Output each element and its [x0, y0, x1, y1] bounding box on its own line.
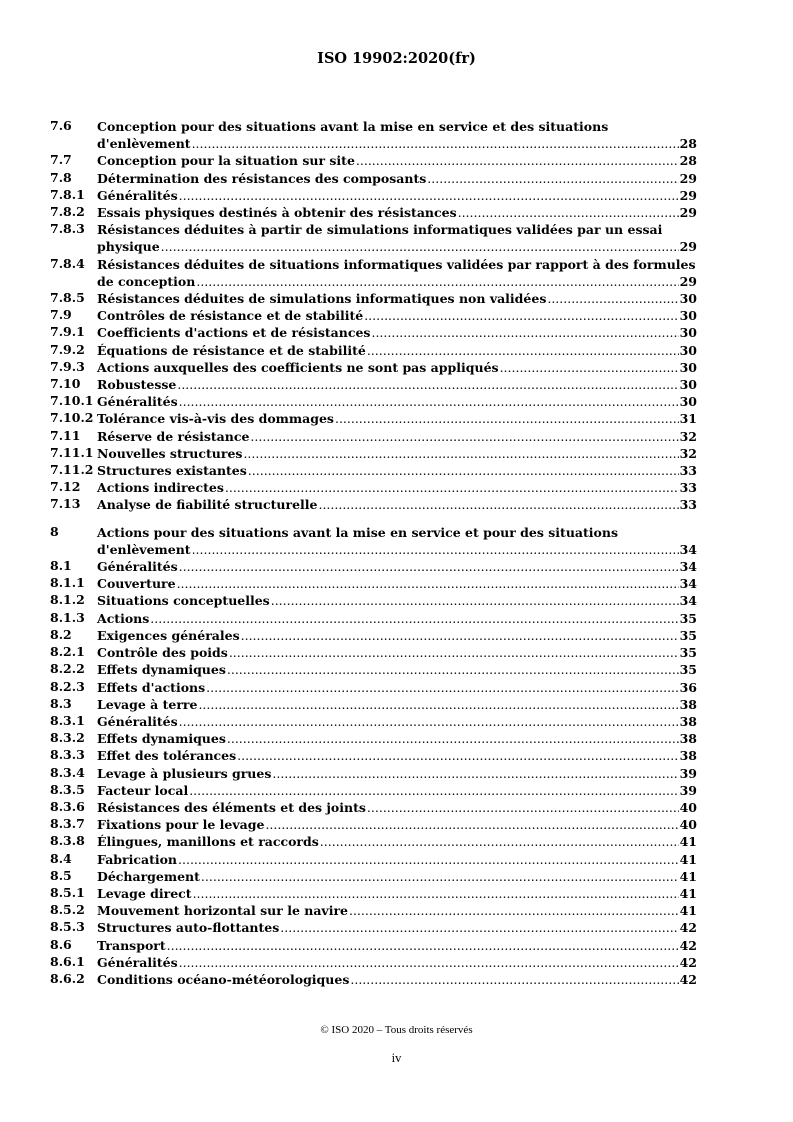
toc-entry-number: 8.5	[50, 867, 72, 883]
dot-leader	[198, 696, 678, 713]
toc-entry-title: Exigences générales	[97, 627, 240, 643]
toc-entry-page: 28	[679, 153, 697, 169]
dot-leader	[547, 290, 678, 307]
toc-entry[interactable]	[50, 747, 697, 764]
dot-leader	[364, 307, 678, 324]
dot-leader	[179, 393, 679, 410]
toc-entry-number: 7.9.2	[50, 341, 85, 357]
toc-entry[interactable]	[50, 661, 697, 678]
toc-entry-page: 34	[679, 541, 697, 557]
toc-entry-number: 8.2	[50, 626, 72, 642]
dot-leader	[280, 919, 678, 936]
toc-entry[interactable]	[50, 954, 697, 971]
toc-entry[interactable]	[50, 410, 697, 427]
dot-leader	[179, 558, 679, 575]
table-of-contents	[50, 118, 697, 988]
toc-entry-title: Généralités	[97, 187, 178, 203]
toc-entry-title: Actions	[97, 610, 150, 626]
toc-entry-page: 29	[679, 273, 697, 289]
toc-entry-number: 8.3	[50, 695, 72, 711]
toc-entry-title: Tolérance vis-à-vis des dommages	[97, 411, 334, 427]
dot-leader	[371, 324, 678, 341]
toc-entry-title: d'enlèvement	[97, 541, 191, 557]
toc-entry-title: Fabrication	[97, 851, 178, 867]
toc-entry-number: 8.2.1	[50, 644, 85, 660]
toc-entry-title: Mouvement horizontal sur le navire	[97, 903, 348, 919]
toc-entry-page: 41	[679, 885, 697, 901]
toc-entry-page: 42	[679, 937, 697, 953]
toc-entry-title: Actions auxquelles des coefficients ne sont pas appliqués	[97, 359, 499, 375]
toc-entry-number: 7.8.4	[50, 255, 85, 271]
toc-entry[interactable]	[50, 462, 697, 479]
toc-entry[interactable]	[50, 393, 697, 410]
toc-entry[interactable]	[50, 170, 697, 187]
toc-entry-page: 29	[679, 239, 697, 255]
toc-entry-page: 31	[679, 411, 697, 427]
toc-entry-page: 40	[679, 817, 697, 833]
toc-entry-page: 29	[679, 205, 697, 221]
toc-entry[interactable]	[50, 445, 697, 462]
dot-leader	[265, 816, 678, 833]
document-header	[0, 50, 793, 67]
toc-entry-page: 42	[679, 920, 697, 936]
toc-entry-number: 7.11.1	[50, 444, 94, 460]
dot-leader	[193, 885, 679, 902]
dot-leader	[161, 238, 679, 255]
toc-entry-page: 41	[679, 903, 697, 919]
toc-entry[interactable]	[50, 713, 697, 730]
dot-leader	[177, 376, 678, 393]
toc-entry-number: 7.12	[50, 479, 81, 495]
toc-entry-page: 34	[679, 559, 697, 575]
toc-entry[interactable]	[50, 359, 697, 376]
dot-leader	[335, 410, 679, 427]
toc-entry-number: 8.2.3	[50, 678, 85, 694]
toc-entry-number: 8	[50, 523, 59, 539]
dot-leader	[320, 833, 679, 850]
toc-entry-page: 30	[679, 325, 697, 341]
toc-entry-page: 35	[679, 610, 697, 626]
dot-leader	[192, 541, 679, 558]
toc-entry-title: Levage direct	[97, 885, 192, 901]
toc-entry-title: Généralités	[97, 713, 178, 729]
toc-entry[interactable]	[50, 479, 697, 496]
dot-leader	[178, 851, 679, 868]
toc-entry-title: Généralités	[97, 559, 178, 575]
toc-entry-page: 39	[679, 782, 697, 798]
document-title: ISO 19902:2020(fr)	[317, 50, 476, 67]
toc-entry[interactable]	[50, 851, 697, 868]
toc-entry-number: 8.3.6	[50, 798, 85, 814]
dot-leader	[179, 713, 679, 730]
dot-leader	[225, 479, 679, 496]
toc-entry-page: 30	[679, 377, 697, 393]
toc-entry-title: Contrôles de résistance et de stabilité	[97, 308, 364, 324]
toc-entry-number: 8.3.3	[50, 747, 85, 763]
dot-leader	[350, 971, 678, 988]
toc-entry-number: 7.8.3	[50, 221, 85, 237]
toc-entry-title: Réserve de résistance	[97, 428, 250, 444]
toc-entry-title: Déchargement	[97, 868, 200, 884]
toc-entry-number: 8.1.3	[50, 609, 85, 625]
toc-entry-number: 7.8.2	[50, 204, 85, 220]
toc-entry-page: 35	[679, 645, 697, 661]
toc-entry-page: 29	[679, 187, 697, 203]
toc-entry-page: 41	[679, 851, 697, 867]
toc-entry-number: 7.9	[50, 307, 72, 323]
toc-entry-number: 8.6.1	[50, 953, 85, 969]
dot-leader	[201, 868, 679, 885]
toc-entry-page: 36	[679, 679, 697, 695]
toc-entry-number: 8.3.5	[50, 781, 85, 797]
toc-entry-title: Détermination des résistances des composants	[97, 170, 427, 186]
toc-entry-page: 28	[679, 136, 697, 152]
toc-entry-page: 29	[679, 170, 697, 186]
toc-entry-title: Effet des tolérances	[97, 748, 237, 764]
toc-entry[interactable]	[50, 496, 697, 513]
toc-entry-number: 7.11	[50, 427, 81, 443]
dot-leader	[227, 661, 679, 678]
toc-entry-number: 7.7	[50, 152, 72, 168]
toc-entry-title: Robustesse	[97, 377, 177, 393]
toc-entry-number: 8.1.1	[50, 575, 85, 591]
toc-entry[interactable]	[50, 833, 697, 850]
dot-leader	[241, 627, 679, 644]
dot-leader	[167, 937, 679, 954]
toc-entry[interactable]	[50, 204, 697, 221]
toc-entry-number: 7.8.5	[50, 290, 85, 306]
toc-entry[interactable]	[50, 627, 697, 644]
toc-entry-title: Résistances des éléments et des joints	[97, 799, 366, 815]
toc-entry-number: 7.13	[50, 496, 81, 512]
toc-entry-number: 7.10.1	[50, 393, 94, 409]
copyright-footer: © ISO 2020 – Tous droits réservés	[320, 1024, 473, 1036]
toc-entry-title: Levage à terre	[97, 696, 198, 712]
toc-entry-number: 7.9.3	[50, 358, 85, 374]
toc-entry-page: 34	[679, 593, 697, 609]
toc-entry-title: Résistances déduites à partir de simulations informatiques validées par un essai	[97, 222, 663, 238]
toc-entry-title: Levage à plusieurs grues	[97, 765, 272, 781]
toc-entry[interactable]	[50, 610, 697, 627]
toc-entry-page: 42	[679, 971, 697, 987]
toc-entry[interactable]	[50, 885, 697, 902]
toc-entry[interactable]	[50, 428, 697, 445]
toc-entry[interactable]	[50, 592, 697, 609]
toc-entry-title: Conception pour la situation sur site	[97, 153, 355, 169]
toc-entry-title: Contrôle des poids	[97, 645, 228, 661]
dot-leader	[196, 273, 678, 290]
toc-entry-page: 30	[679, 359, 697, 375]
toc-entry-number: 7.9.1	[50, 324, 85, 340]
toc-entry-title: physique	[97, 239, 160, 255]
dot-leader	[248, 462, 679, 479]
toc-entry-title: Coefficients d'actions et de résistances	[97, 325, 371, 341]
toc-entry[interactable]	[50, 782, 697, 799]
toc-entry-number: 7.10	[50, 376, 81, 392]
toc-entry[interactable]	[50, 342, 697, 359]
toc-entry-page: 35	[679, 627, 697, 643]
toc-entry-number: 8.3.1	[50, 712, 85, 728]
toc-entry-number: 8.4	[50, 850, 72, 866]
toc-entry[interactable]	[50, 902, 697, 919]
toc-entry-page: 33	[679, 463, 697, 479]
dot-leader	[367, 342, 679, 359]
toc-entry[interactable]	[50, 937, 697, 954]
dot-leader	[250, 428, 678, 445]
page-number: iv	[391, 1051, 402, 1065]
toc-entry-number: 8.3.4	[50, 764, 85, 780]
toc-entry-title: Élingues, manillons et raccords	[97, 834, 319, 850]
toc-entry-title: Nouvelles structures	[97, 445, 243, 461]
toc-entry-number: 7.11.2	[50, 462, 94, 478]
toc-entry[interactable]	[50, 799, 697, 816]
toc-entry[interactable]	[50, 324, 697, 341]
toc-entry[interactable]	[50, 971, 697, 988]
toc-entry-page: 38	[679, 696, 697, 712]
toc-entry-title: Facteur local	[97, 782, 189, 798]
dot-leader	[367, 799, 679, 816]
toc-entry-number: 7.10.2	[50, 410, 94, 426]
toc-entry-title: Effets d'actions	[97, 679, 206, 695]
dot-leader	[500, 359, 679, 376]
toc-entry-title: Conception pour des situations avant la mise en service et des situations	[97, 119, 609, 134]
dot-leader	[272, 765, 678, 782]
toc-entry[interactable]	[50, 730, 697, 747]
dot-leader	[271, 592, 679, 609]
toc-entry-title: Situations conceptuelles	[97, 593, 270, 609]
toc-entry-page: 38	[679, 713, 697, 729]
toc-entry[interactable]	[50, 679, 697, 696]
toc-entry-page: 33	[679, 497, 697, 513]
toc-entry-title: Équations de résistance et de stabilité	[97, 342, 366, 358]
toc-entry-number: 8.6	[50, 936, 72, 952]
toc-entry-number: 7.8	[50, 169, 72, 185]
toc-entry[interactable]	[50, 919, 697, 936]
dot-leader	[458, 204, 679, 221]
toc-entry-title: Analyse de fiabilité structurelle	[97, 497, 318, 513]
toc-entry-page: 30	[679, 394, 697, 410]
toc-entry-title: Résistances déduites de simulations informatiques non validées	[97, 291, 547, 307]
dot-leader	[177, 575, 679, 592]
toc-entry-number: 8.3.2	[50, 730, 85, 746]
dot-leader	[356, 152, 679, 169]
toc-entry-page: 39	[679, 765, 697, 781]
toc-entry-number: 8.2.2	[50, 661, 85, 677]
toc-entry-title: Effets dynamiques	[97, 662, 226, 678]
toc-entry-title: Effets dynamiques	[97, 731, 226, 747]
toc-entry-page: 30	[679, 308, 697, 324]
toc-entry[interactable]	[50, 816, 697, 833]
toc-entry-title: d'enlèvement	[97, 136, 191, 152]
toc-entry[interactable]	[50, 307, 697, 324]
toc-entry-title: de conception	[97, 273, 196, 289]
toc-entry-page: 42	[679, 954, 697, 970]
toc-entry-number: 8.1.2	[50, 592, 85, 608]
toc-entry-number: 8.6.2	[50, 970, 85, 986]
toc-entry-page: 38	[679, 731, 697, 747]
toc-entry[interactable]	[50, 644, 697, 661]
toc-entry-title: Actions indirectes	[97, 480, 224, 496]
toc-entry-title: Fixations pour le levage	[97, 817, 265, 833]
toc-entry[interactable]	[50, 765, 697, 782]
toc-entry-title: Généralités	[97, 954, 178, 970]
toc-entry-title: Généralités	[97, 394, 178, 410]
toc-entry-page: 30	[679, 291, 697, 307]
toc-entry[interactable]	[50, 376, 697, 393]
toc-entry-page: 41	[679, 868, 697, 884]
toc-entry-title: Structures auto-flottantes	[97, 920, 280, 936]
toc-entry[interactable]	[50, 558, 697, 575]
toc-entry-page: 34	[679, 576, 697, 592]
toc-entry-number: 8.5.2	[50, 902, 85, 918]
toc-entry-page: 30	[679, 342, 697, 358]
toc-entry-page: 32	[679, 445, 697, 461]
toc-entry-page: 41	[679, 834, 697, 850]
toc-entry-title: Couverture	[97, 576, 176, 592]
toc-entry-page: 33	[679, 480, 697, 496]
toc-entry-page: 35	[679, 662, 697, 678]
toc-entry-title: Actions pour des situations avant la mise en service et pour des situations	[97, 524, 619, 540]
dot-leader	[150, 610, 678, 627]
toc-entry[interactable]	[50, 696, 697, 713]
dot-leader	[243, 445, 678, 462]
dot-leader	[427, 170, 678, 187]
toc-entry[interactable]	[50, 256, 697, 290]
toc-entry[interactable]	[50, 118, 697, 152]
dot-leader	[179, 187, 679, 204]
toc-entry[interactable]	[50, 187, 697, 204]
dot-leader	[206, 679, 678, 696]
dot-leader	[189, 782, 678, 799]
toc-entry[interactable]	[50, 290, 697, 307]
toc-entry[interactable]	[50, 575, 697, 592]
dot-leader	[192, 135, 679, 152]
toc-entry-number: 8.3.8	[50, 833, 85, 849]
toc-entry-page: 40	[679, 799, 697, 815]
toc-entry-number: 8.5.1	[50, 884, 85, 900]
toc-entry-page: 38	[679, 748, 697, 764]
toc-entry-title: Essais physiques destinés à obtenir des résistances	[97, 205, 457, 221]
toc-entry-title: Structures existantes	[97, 463, 247, 479]
dot-leader	[227, 730, 679, 747]
toc-entry-title: Conditions océano-météorologiques	[97, 971, 350, 987]
dot-leader	[237, 747, 678, 764]
toc-entry-page: 32	[679, 428, 697, 444]
toc-entry-number: 7.6	[50, 118, 72, 133]
toc-entry-title: Résistances déduites de situations informatiques validées par rapport à des formules	[97, 256, 696, 272]
toc-entry[interactable]	[50, 221, 697, 255]
toc-entry-number: 7.8.1	[50, 186, 85, 202]
toc-entry[interactable]	[50, 524, 697, 558]
toc-entry-number: 8.5.3	[50, 919, 85, 935]
toc-entry-title: Transport	[97, 937, 166, 953]
toc-entry[interactable]	[50, 152, 697, 169]
toc-entry[interactable]	[50, 868, 697, 885]
dot-leader	[179, 954, 679, 971]
dot-leader	[318, 496, 678, 513]
toc-entry-number: 8.3.7	[50, 816, 85, 832]
toc-entry-number: 8.1	[50, 558, 72, 574]
dot-leader	[229, 644, 679, 661]
dot-leader	[349, 902, 679, 919]
